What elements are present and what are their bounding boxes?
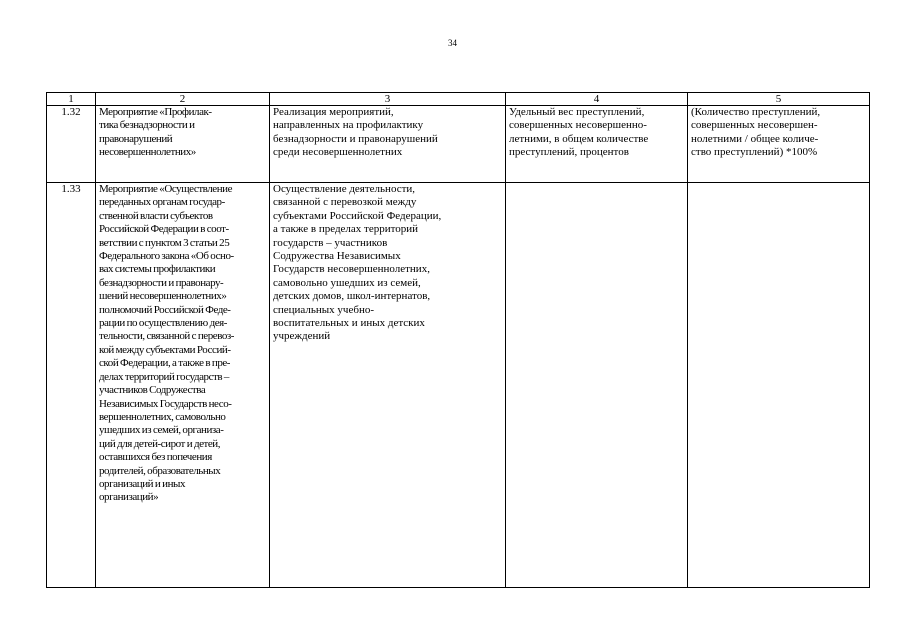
description-text: Реализация мероприятий, направленных на профилактику безнадзорности и правонарушений среди несовершеннолетних (273, 106, 438, 159)
indicator-text: Удельный вес преступлений, совершенных несовершенно- летними, в общем количестве преступлений, процентов (509, 106, 649, 159)
indicator-cell (506, 106, 688, 183)
table-header-row (47, 93, 870, 106)
column-header: 3 (270, 93, 506, 106)
table-row (47, 183, 870, 588)
table-row (47, 106, 870, 183)
event-cell (96, 106, 270, 183)
description-cell (270, 183, 506, 588)
page-number: 34 (448, 38, 457, 48)
row-number: 1.33 (47, 183, 96, 588)
column-header: 5 (688, 93, 870, 106)
description-text: Осуществление деятельности, связанной с перевозкой между субъектами Российской Федерации, а также в пределах территорий государств – участников Содружества Независимых Государств несовершеннолетних, самовольно ушедших из семей, детских домов, школ-интернатов, специальных учебно- воспитательных и иных детских учреждений (273, 183, 442, 343)
event-cell (96, 183, 270, 588)
indicator-cell (506, 183, 688, 588)
formula-cell (688, 106, 870, 183)
formula-cell (688, 183, 870, 588)
column-header: 1 (47, 93, 96, 106)
column-header: 4 (506, 93, 688, 106)
event-text: Мероприятие «Осуществление переданных органам государ- ственной власти субъектов Российской Федерации в соот- ветствии с пунктом 3 статьи 25 Федерального закона «Об осно- вах системы профилактики безнадзорности и правонару- шений несовершеннолетних» полномочий Российской Феде- рации по осуществлению дея- тельности, связанной с перевоз- кой между субъектами Россий- ской Федерации, а также в пре- делах территорий государств – участников Содружества Независимых Государств несо- вершеннолетних, самовольно ушедших из семей, организа- ций для детей-сирот и детей, оставшихся без попечения родителей, образовательных организаций и иных организаций» (99, 183, 235, 504)
column-header: 2 (96, 93, 270, 106)
description-cell (270, 106, 506, 183)
indicators-table (46, 92, 870, 588)
row-number: 1.32 (47, 106, 96, 183)
event-text: Мероприятие «Профилак- тика безнадзорности и правонарушений несовершеннолетних» (99, 106, 212, 159)
formula-text: (Количество преступлений, совершенных несовершен- нолетними / общее количе- ство преступлений) *100% (691, 106, 821, 159)
